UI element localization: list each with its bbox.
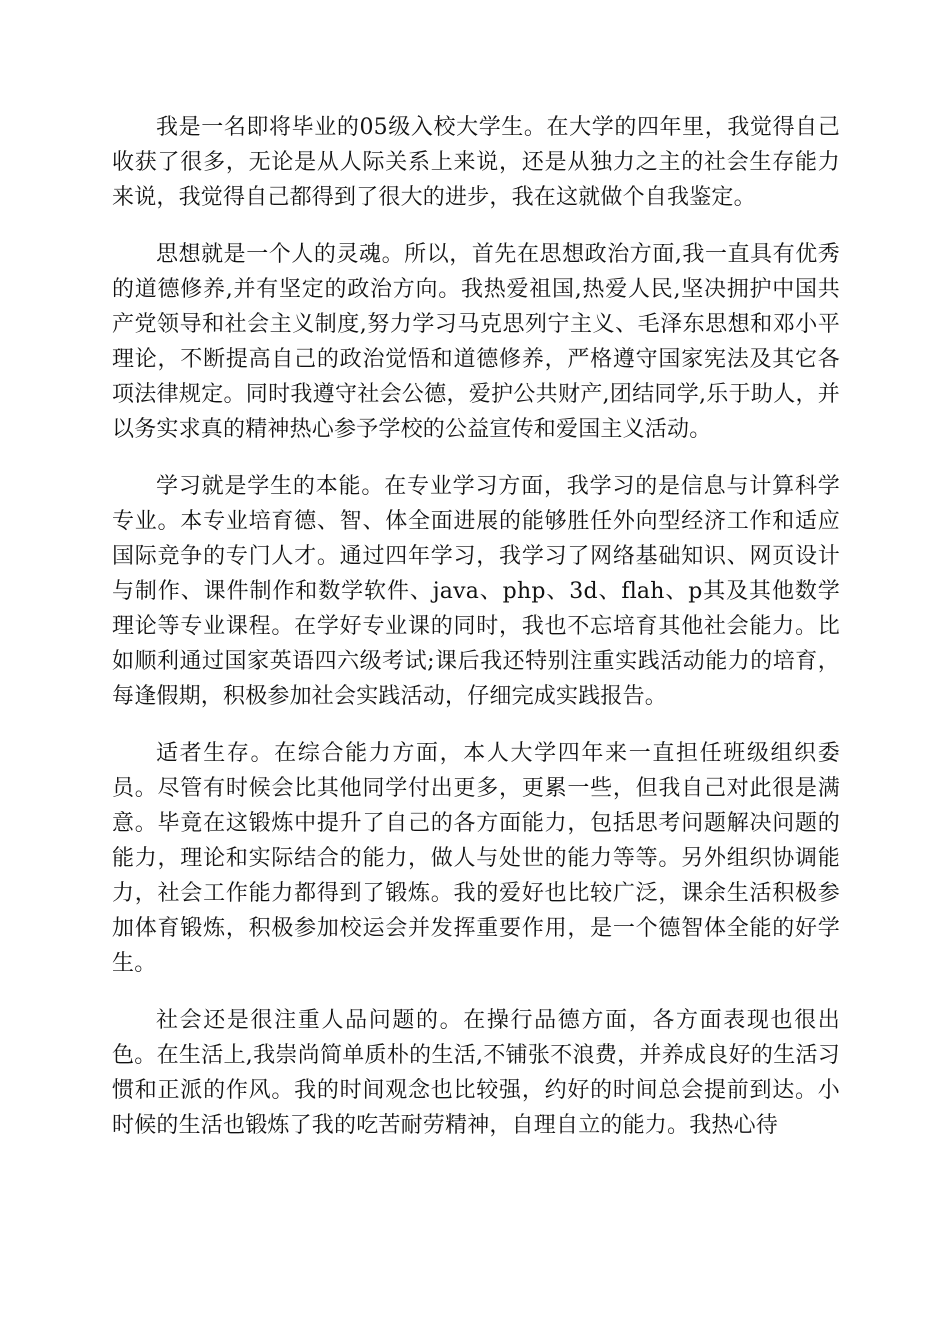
paragraph-intro: 我是一名即将毕业的05级入校大学生。在大学的四年里，我觉得自己收获了很多，无论是从人际关系上来说，还是从独力之主的社会生存能力来说，我觉得自己都得到了很大的进步，我在这就做个自我鉴定。 — [112, 115, 840, 210]
paragraph-study: 学习就是学生的本能。在专业学习方面，我学习的是信息与计算科学专业。本专业培育德、智、体全面进展的能够胜任外向型经济工作和适应国际竞争的专门人才。通过四年学习，我学习了网络基础知识、网页设计与制作、课件制作和数学软件、java、php、3d、flah、p其及其他数学理论等专业课程。在学好专业课的同时，我也不忘培育其他社会能力。比如顺利通过国家英语四六级考试;课后我还特别注重实践活动能力的培育，每逢假期，积极参加社会实践活动，仔细完成实践报告。 — [112, 474, 840, 709]
paragraph-character: 社会还是很注重人品问题的。在操行品德方面，各方面表现也很出色。在生活上,我崇尚简单质朴的生活,不铺张不浪费，并养成良好的生活习惯和正派的作风。我的时间观念也比较强，约好的时间总会提前到达。小时候的生活也锻炼了我的吃苦耐劳精神，自理自立的能力。我热心待 — [112, 1008, 840, 1138]
paragraph-ideology: 思想就是一个人的灵魂。所以，首先在思想政治方面,我一直具有优秀的道德修养,并有坚定的政治方向。我热爱祖国,热爱人民,坚决拥护中国共产党领导和社会主义制度,努力学习马克思列宁主义、毛泽东思想和邓小平理论，不断提高自己的政治觉悟和道德修养，严格遵守国家宪法及其它各项法律规定。同时我遵守社会公德，爱护公共财产,团结同学,乐于助人，并以务实求真的精神热心参予学校的公益宣传和爱国主义活动。 — [112, 242, 840, 442]
paragraph-ability: 适者生存。在综合能力方面，本人大学四年来一直担任班级组织委员。尽管有时候会比其他同学付出更多，更累一些，但我自己对此很是满意。毕竟在这锻炼中提升了自己的各方面能力，包括思考问题解决问题的能力，理论和实际结合的能力，做人与处世的能力等等。另外组织协调能力，社会工作能力都得到了锻炼。我的爱好也比较广泛，课余生活积极参加体育锻炼，积极参加校运会并发挥重要作用，是一个德智体全能的好学生。 — [112, 741, 840, 976]
